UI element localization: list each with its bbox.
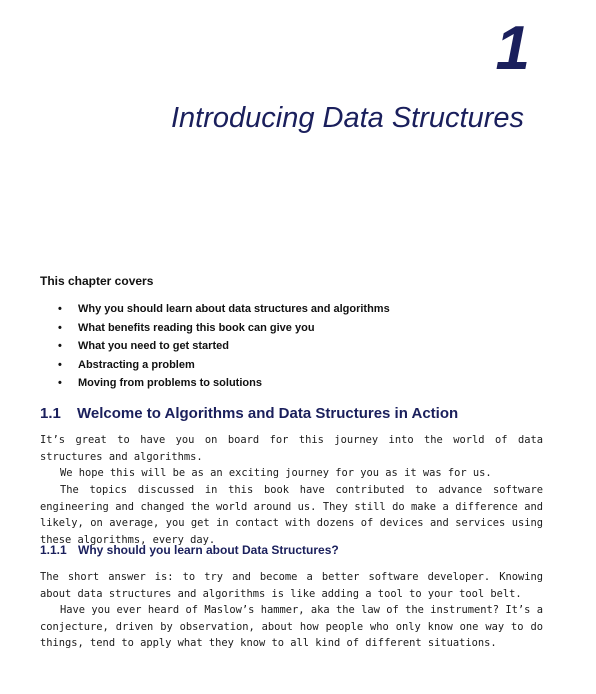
list-item [58,319,390,338]
list-item [58,356,390,375]
bullet-icon: • [58,340,62,352]
bullet-icon: • [58,303,62,315]
list-item-text: Why you should learn about data structures and algorithms [78,303,390,315]
chapter-title: Introducing Data Structures [170,102,524,134]
subsection-heading [40,543,339,557]
list-item-text: Abstracting a problem [78,358,195,371]
bullet-icon: • [58,358,62,371]
section-title: Welcome to Algorithms and Data Structures in Action [77,405,459,422]
section-paragraph: The topics discussed in this book have contributed to advance software engineering and changed the world around us. They still do make a difference and likely, on average, you get in contact with dozens of devices and services using these algorithms, every day. [40,484,543,546]
list-item [58,374,390,393]
bullet-icon: • [58,321,62,334]
section-paragraph: We hope this will be as an exciting journey for you as it was for us. [60,467,492,479]
list-item [58,337,390,356]
bullet-icon: • [58,377,62,389]
list-item-text: What you need to get started [78,340,229,352]
chapter-covers-list [58,300,390,393]
subsection-title: Why should you learn about Data Structures? [78,543,339,557]
section-number: 1.1 [40,405,61,422]
list-item-text: What benefits reading this book can give you [78,321,315,334]
list-item-text: Moving from problems to solutions [78,377,262,389]
subsection-number: 1.1.1 [40,543,67,557]
chapter-number: 1 [495,14,530,83]
list-item [58,300,390,319]
section-paragraph: It’s great to have you on board for this journey into the world of data structures and algorithms. [40,434,543,463]
subsection-paragraph: Have you ever heard of Maslow’s hammer, aka the law of the instrument? It’s a conjecture, driven by observation, about how people who only know one way to do things, tend to apply what they know to all kind of different situations. [40,604,543,649]
section-heading [40,405,458,422]
chapter-covers-heading: This chapter covers [40,274,154,288]
subsection-paragraph: The short answer is: to try and become a better software developer. Knowing about data structures and algorithms is like adding a tool to your tool belt. [40,571,543,600]
